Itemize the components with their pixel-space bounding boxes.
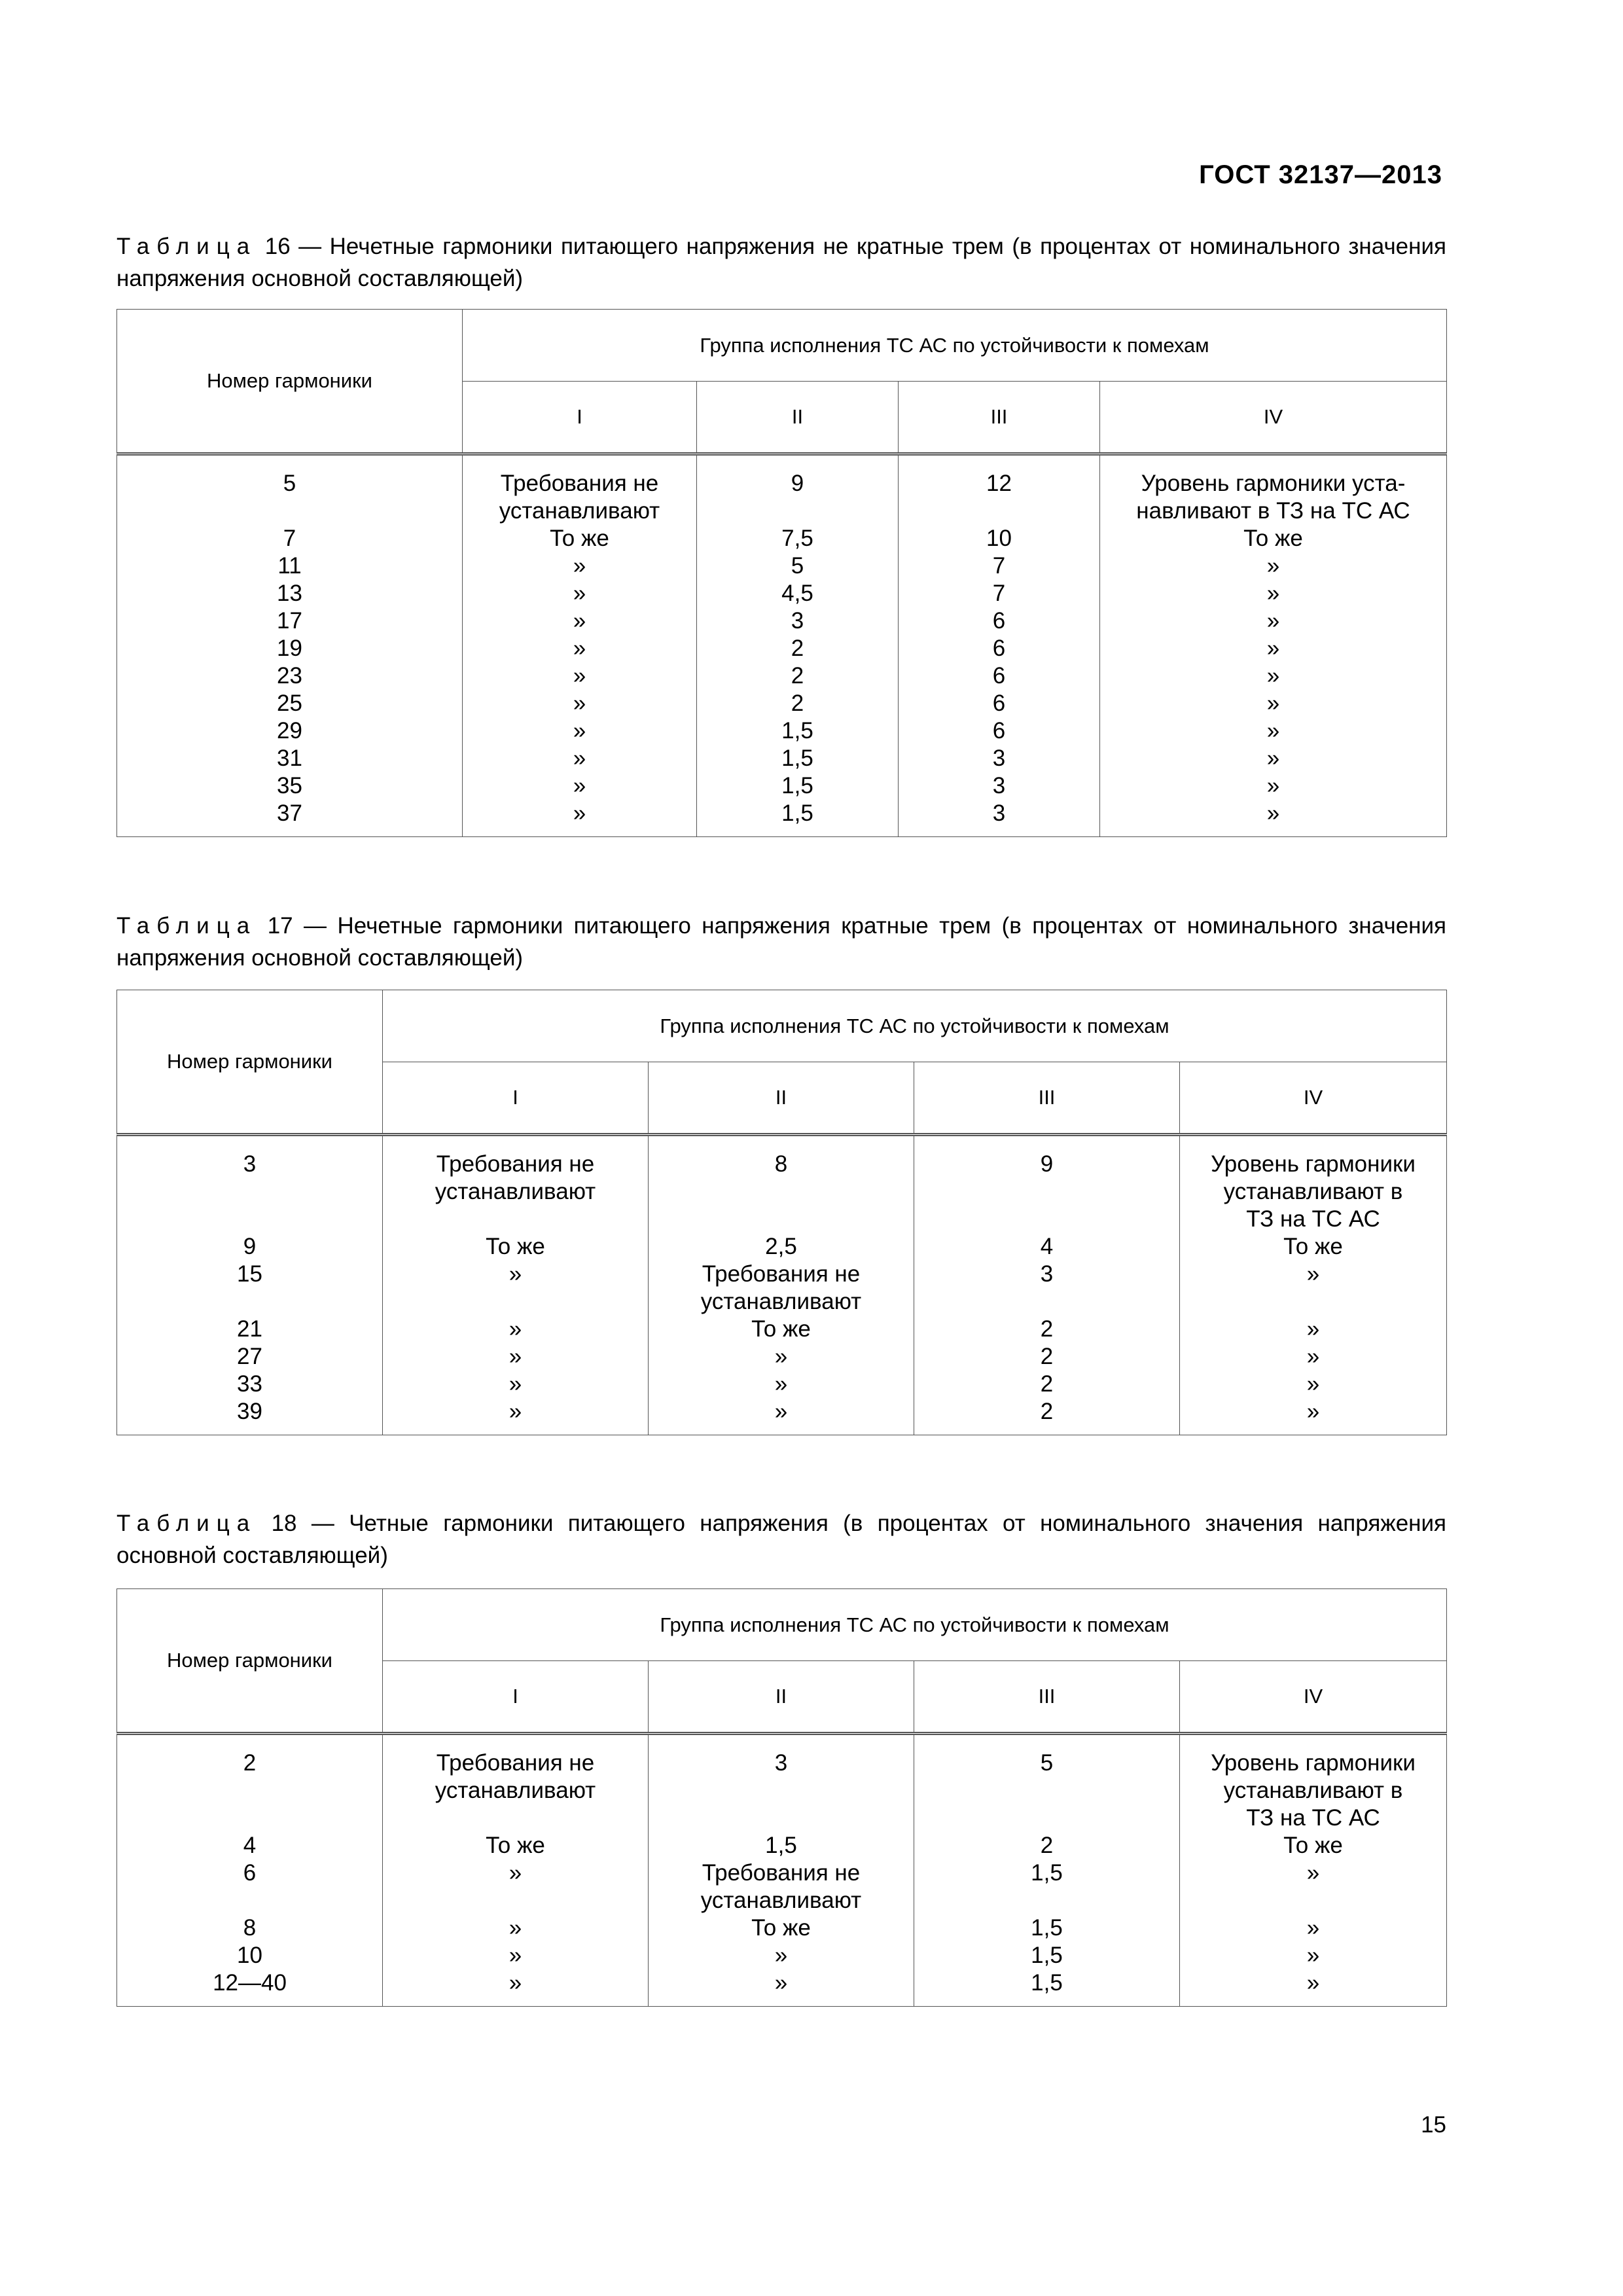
table-cell-line (117, 1887, 382, 1914)
table-cell-line: 35 (277, 773, 302, 798)
table-cell-line: 4 (1040, 1234, 1054, 1259)
table-cell-line: » (573, 553, 586, 579)
table-cell-line: 1,5 (1031, 1970, 1063, 1996)
table-cell-line: 6 (243, 1860, 257, 1886)
table-cell-line: 19 (277, 636, 302, 661)
table-cell-line: 1,5 (781, 745, 813, 771)
table-cell-line: Требования не (500, 471, 659, 496)
table-cell-line (914, 1804, 1179, 1832)
table-cell-line: 2 (1040, 1371, 1054, 1397)
table-cell-line: 1,5 (1031, 1943, 1063, 1968)
table-cell-line: » (1306, 1860, 1320, 1886)
table-cell-line: Уровень гармоники (1211, 1750, 1416, 1776)
table-cell-line: » (573, 745, 586, 771)
table-cell-line: » (1266, 553, 1280, 579)
table-17-caption (116, 910, 1446, 974)
table-16-header-group-1: I (463, 382, 697, 454)
table-cell-line (1180, 1887, 1446, 1914)
table-cell-line: 1,5 (781, 718, 813, 744)
table-cell-line: » (508, 1915, 522, 1941)
table-cell-line: » (774, 1371, 788, 1397)
table-cell-line (914, 1777, 1179, 1804)
table-cell-line: » (573, 718, 586, 744)
table-cell-line: Требования не (436, 1151, 595, 1177)
table-cell-line: 1,5 (1031, 1860, 1063, 1886)
table-cell-line: 2 (243, 1750, 257, 1776)
table-cell-line: 3 (791, 608, 804, 634)
table-cell-line: 3 (243, 1151, 257, 1177)
table-16-caption-text: 16 — Нечетные гармоники питающего напряжения не кратные трем (в процентах от номинального значения напряжения основной составляющей) (116, 234, 1446, 291)
table-cell-line: 27 (237, 1344, 262, 1369)
table-cell-line (383, 1288, 648, 1316)
table-cell-line: 3 (1040, 1261, 1054, 1287)
table-cell-line: устанавливают (435, 1778, 596, 1803)
table-cell-line: 6 (992, 691, 1006, 716)
table-cell-line: То же (751, 1915, 811, 1941)
table-16-header-group-2: II (697, 382, 899, 454)
table-cell-line (117, 1288, 382, 1316)
table-cell-line: » (1306, 1261, 1320, 1287)
table-cell-line (117, 1206, 382, 1233)
table-18 (116, 1588, 1447, 2007)
table-cell-line: » (573, 608, 586, 634)
table-cell-line: То же (1283, 1833, 1343, 1858)
table-cell-line (697, 497, 898, 525)
document-code: ГОСТ 32137—2013 (1199, 160, 1442, 189)
table-cell-line: 6 (992, 718, 1006, 744)
table-cell-line: ТЗ на ТС АС (1246, 1805, 1380, 1831)
table-cell-line: 21 (237, 1316, 262, 1342)
table-cell-line: 12—40 (213, 1970, 287, 1996)
table-cell-line: 7 (992, 581, 1006, 606)
table-cell-line: 10 (986, 526, 1012, 551)
table-cell-line: » (1306, 1371, 1320, 1397)
table-cell-line: 2 (1040, 1833, 1054, 1858)
table-cell-line: 3 (992, 773, 1006, 798)
table-cell-line: 5 (1040, 1750, 1054, 1776)
table-17 (116, 990, 1447, 1435)
table-cell-line: 2 (791, 691, 804, 716)
table-cell-line: 1,5 (1031, 1915, 1063, 1941)
table-cell-line: Требования не (702, 1261, 861, 1287)
table-18-col-group-4 (1180, 1734, 1447, 2007)
table-16-col-group-4 (1100, 454, 1447, 837)
table-cell-line: 7,5 (781, 526, 813, 551)
table-17-header-group-3: III (914, 1062, 1180, 1135)
table-cell-line: 37 (277, 800, 302, 826)
table-cell-line: » (573, 581, 586, 606)
table-16-col-harmonic (117, 454, 463, 837)
table-16-header-group-4: IV (1100, 382, 1447, 454)
table-17-header-harmonic-number: Номер гармоники (117, 990, 383, 1135)
table-17-caption-text: 17 — Нечетные гармоники питающего напряжения кратные трем (в процентах от номинального значения напряжения основной составляющей) (116, 913, 1446, 971)
table-cell-line: Уровень гармоники уста- (1141, 471, 1406, 496)
table-cell-line: 2 (791, 663, 804, 689)
table-cell-line (649, 1777, 914, 1804)
table-cell-line: 6 (992, 608, 1006, 634)
table-18-caption (116, 1507, 1446, 1571)
table-cell-line: навливают в ТЗ на ТС АС (1136, 498, 1410, 524)
table-cell-line: » (1266, 608, 1280, 634)
table-cell-line: » (573, 663, 586, 689)
page-number: 15 (1421, 2112, 1446, 2138)
table-cell-line: » (1306, 1344, 1320, 1369)
table-cell-line: То же (486, 1234, 545, 1259)
table-cell-line: 39 (237, 1399, 262, 1424)
table-cell-line (649, 1804, 914, 1832)
table-17-header-group-2: II (649, 1062, 914, 1135)
table-17-col-group-1 (383, 1135, 649, 1435)
table-cell-line: » (573, 773, 586, 798)
table-cell-line: 2 (1040, 1399, 1054, 1424)
table-16-caption (116, 230, 1446, 295)
table-cell-line: » (508, 1399, 522, 1424)
table-cell-line (1180, 1288, 1446, 1316)
table-16-header-harmonic-number: Номер гармоники (117, 310, 463, 454)
table-cell-line: 7 (283, 526, 296, 551)
table-cell-line (649, 1178, 914, 1206)
table-cell-line: 9 (243, 1234, 257, 1259)
table-cell-line: То же (550, 526, 609, 551)
table-cell-line: » (1306, 1943, 1320, 1968)
table-17-header-group-4: IV (1180, 1062, 1447, 1135)
table-18-header-group-2: II (649, 1661, 914, 1734)
table-cell-line: » (774, 1970, 788, 1996)
table-17-header-group-1: I (383, 1062, 649, 1135)
table-17-col-group-3 (914, 1135, 1180, 1435)
table-cell-line: » (1266, 718, 1280, 744)
table-cell-line (914, 1206, 1179, 1233)
table-cell-line: 6 (992, 636, 1006, 661)
table-cell-line: 7 (992, 553, 1006, 579)
table-cell-line (383, 1887, 648, 1914)
table-cell-line: 17 (277, 608, 302, 634)
table-cell-line: 5 (283, 471, 296, 496)
table-cell-line: 1,5 (781, 800, 813, 826)
table-cell-line: » (1306, 1316, 1320, 1342)
table-cell-line: » (508, 1970, 522, 1996)
table-cell-line: 5 (791, 553, 804, 579)
table-cell-line (914, 1178, 1179, 1206)
table-cell-line: » (1266, 663, 1280, 689)
table-cell-line: 4,5 (781, 581, 813, 606)
table-cell-line: То же (486, 1833, 545, 1858)
table-cell-line (117, 1777, 382, 1804)
table-18-header-group-4: IV (1180, 1661, 1447, 1734)
table-cell-line: То же (1283, 1234, 1343, 1259)
table-18-caption-text: 18 — Четные гармоники питающего напряжения (в процентах от номинального значения напряжения основной составляющей) (116, 1511, 1446, 1568)
table-cell-line: » (573, 800, 586, 826)
table-cell-line: 3 (992, 745, 1006, 771)
table-18-header-group-3: III (914, 1661, 1180, 1734)
table-18-header-harmonic-number: Номер гармоники (117, 1589, 383, 1734)
table-16-header-group: Группа исполнения ТС АС по устойчивости к помехам (463, 310, 1447, 382)
table-cell-line: » (1266, 691, 1280, 716)
table-cell-line: » (508, 1943, 522, 1968)
table-16-col-group-2 (697, 454, 899, 837)
table-cell-line: » (1266, 636, 1280, 661)
table-18-header-group: Группа исполнения ТС АС по устойчивости к помехам (383, 1589, 1447, 1661)
table-cell-line: Уровень гармоники (1211, 1151, 1416, 1177)
table-cell-line: 9 (791, 471, 804, 496)
table-cell-line (899, 497, 1099, 525)
table-cell-line: » (1306, 1915, 1320, 1941)
table-cell-line: 8 (774, 1151, 788, 1177)
table-cell-line: устанавливают (700, 1888, 862, 1913)
table-cell-line (914, 1887, 1179, 1914)
table-17-col-group-2 (649, 1135, 914, 1435)
table-cell-line: 3 (774, 1750, 788, 1776)
table-cell-line: 29 (277, 718, 302, 744)
table-cell-line: 25 (277, 691, 302, 716)
table-17-col-group-4 (1180, 1135, 1447, 1435)
table-cell-line (914, 1288, 1179, 1316)
table-17-caption-prefix: Таблица (116, 913, 257, 939)
table-cell-line (117, 497, 462, 525)
table-cell-line: » (508, 1261, 522, 1287)
table-cell-line: устанавливают в (1223, 1778, 1403, 1803)
table-cell-line: » (1266, 581, 1280, 606)
table-cell-line: 2 (791, 636, 804, 661)
table-cell-line: » (1266, 800, 1280, 826)
table-17-col-harmonic (117, 1135, 383, 1435)
table-cell-line: 23 (277, 663, 302, 689)
table-cell-line: 8 (243, 1915, 257, 1941)
table-cell-line: » (573, 691, 586, 716)
table-cell-line: 4 (243, 1833, 257, 1858)
table-cell-line: 3 (992, 800, 1006, 826)
table-cell-line: » (508, 1316, 522, 1342)
table-cell-line: Требования не (436, 1750, 595, 1776)
table-cell-line: устанавливают в (1223, 1179, 1403, 1204)
table-cell-line: устанавливают (499, 498, 660, 524)
table-18-header-group-1: I (383, 1661, 649, 1734)
table-cell-line: ТЗ на ТС АС (1246, 1206, 1380, 1232)
table-cell-line: » (774, 1943, 788, 1968)
table-16-col-group-3 (899, 454, 1100, 837)
table-cell-line: устанавливают (435, 1179, 596, 1204)
table-17-header-group: Группа исполнения ТС АС по устойчивости к помехам (383, 990, 1447, 1062)
table-cell-line: То же (751, 1316, 811, 1342)
table-cell-line: 2,5 (765, 1234, 797, 1259)
table-cell-line (383, 1804, 648, 1832)
table-18-col-harmonic (117, 1734, 383, 2007)
table-cell-line: устанавливают (700, 1289, 862, 1314)
table-cell-line: » (774, 1399, 788, 1424)
table-cell-line: » (573, 636, 586, 661)
table-cell-line: То же (1243, 526, 1303, 551)
table-cell-line: 6 (992, 663, 1006, 689)
table-16 (116, 309, 1447, 837)
table-cell-line: » (1306, 1970, 1320, 1996)
table-cell-line: » (1306, 1399, 1320, 1424)
table-cell-line: 2 (1040, 1344, 1054, 1369)
table-cell-line: 33 (237, 1371, 262, 1397)
table-cell-line: » (508, 1344, 522, 1369)
table-cell-line: 9 (1040, 1151, 1054, 1177)
table-cell-line: 13 (277, 581, 302, 606)
table-cell-line: » (508, 1860, 522, 1886)
table-18-col-group-2 (649, 1734, 914, 2007)
table-cell-line (383, 1206, 648, 1233)
table-16-caption-prefix: Таблица (116, 234, 257, 259)
table-cell-line: 12 (986, 471, 1012, 496)
table-18-col-group-3 (914, 1734, 1180, 2007)
table-cell-line: 10 (237, 1943, 262, 1968)
table-cell-line (117, 1804, 382, 1832)
table-cell-line (649, 1206, 914, 1233)
table-16-header-group-3: III (899, 382, 1100, 454)
table-18-caption-prefix: Таблица (116, 1511, 257, 1536)
table-cell-line: » (1266, 745, 1280, 771)
table-cell-line: Требования не (702, 1860, 861, 1886)
table-cell-line: » (508, 1371, 522, 1397)
table-cell-line: » (1266, 773, 1280, 798)
table-cell-line: 15 (237, 1261, 262, 1287)
table-cell-line: » (774, 1344, 788, 1369)
table-cell-line (117, 1178, 382, 1206)
table-cell-line: 1,5 (765, 1833, 797, 1858)
table-16-col-group-1 (463, 454, 697, 837)
table-cell-line: 11 (277, 553, 302, 579)
table-cell-line: 1,5 (781, 773, 813, 798)
table-18-col-group-1 (383, 1734, 649, 2007)
table-cell-line: 31 (277, 745, 302, 771)
table-cell-line: 2 (1040, 1316, 1054, 1342)
